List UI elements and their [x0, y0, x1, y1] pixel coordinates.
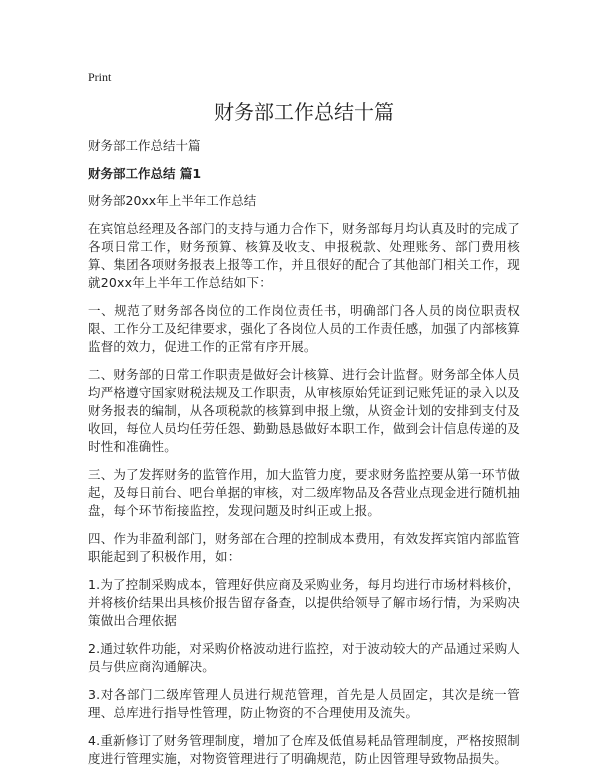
document-subtitle: 财务部工作总结十篇: [88, 138, 201, 153]
paragraph: 在宾馆总经理及各部门的支持与通力合作下，财务部每月均认真及时的完成了各项日常工作，财务预算、核算及收支、申报税款、处理账务、部门费用核算、集团各项财务报表上报等工作，并且很好的配合了其他部门相关工作，现就20xx年上半年工作总结如下：: [88, 221, 520, 290]
paragraph: 四、作为非盈利部门，财务部在合理的控制成本费用，有效发挥宾馆内部监管职能起到了积极作用，如：: [88, 531, 520, 564]
paragraph: 一、规范了财务部各岗位的工作岗位责任书，明确部门各人员的岗位职责权限、工作分工及纪律要求，强化了各岗位人员的工作责任感，加强了内部核算监督的效力，促进工作的正常有序开展。: [88, 303, 520, 354]
paragraph: 二、财务部的日常工作职责是做好会计核算、进行会计监督。财务部全体人员均严格遵守国家财税法规及工作职责，从审核原始凭证到记账凭证的录入以及财务报表的编制，从各项税款的核算到申报上缴，从资金计划的安排到支付及收回，每位人员均任劳任怨、勤勤恳恳做好本职工作，做到会计信息传递的及时性和准确性。: [88, 367, 520, 454]
document-page: [88, 70, 520, 778]
paragraph: 1.为了控制采购成本，管理好供应商及采购业务，每月均进行市场材料核价，并将核价结果出具核价报告留存备查，以提供给领导了解市场行情，为采购决策做出合理依据: [88, 577, 520, 628]
paragraph: 4.重新修订了财务管理制度，增加了仓库及低值易耗品管理制度，严格按照制度进行管理实施，对物资管理进行了明确规范，防止因管理导致物品损失。: [88, 733, 520, 766]
paragraph: 三、为了发挥财务的监管作用，加大监管力度，要求财务监控要从第一环节做起，及每日前台、吧台单据的审核，对二级库物品及各营业点现金进行随机抽盘，每个环节衔接监控，发现问题及时纠正或上报。: [88, 467, 520, 518]
print-label[interactable]: Print: [88, 70, 112, 84]
section-subtitle: 财务部20xx年上半年工作总结: [88, 193, 257, 208]
paragraph: 2.通过软件功能，对采购价格波动进行监控，对于波动较大的产品通过采购人员与供应商沟通解决。: [88, 641, 520, 674]
section-heading: 财务部工作总结 篇1: [88, 166, 202, 181]
document-title: 财务部工作总结十篇: [214, 100, 394, 124]
paragraph: 3.对各部门二级库管理人员进行规范管理，首先是人员固定，其次是统一管理、总库进行指导性管理，防止物资的不合理使用及流失。: [88, 687, 520, 720]
